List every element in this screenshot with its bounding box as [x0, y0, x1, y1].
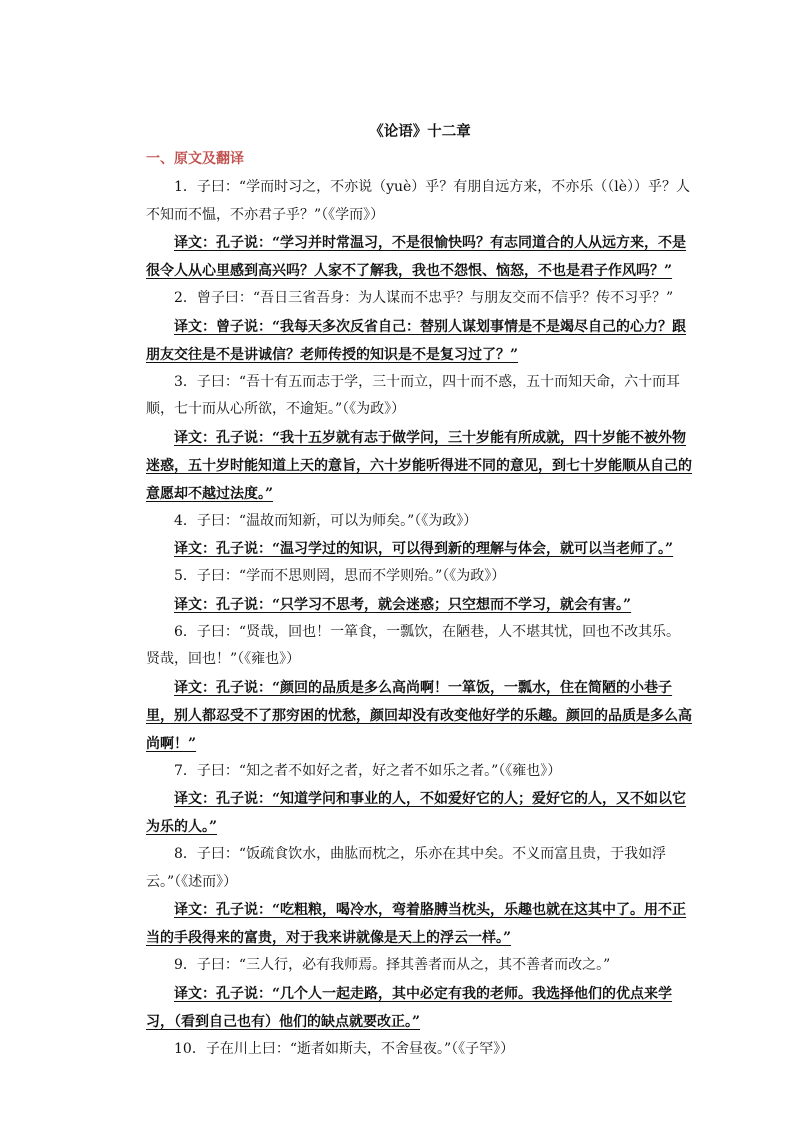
translation-text: 译文：孔子说：“温习学过的知识，可以得到新的理解与体会，就可以当老师了。”: [174, 541, 674, 557]
translation-text: 译文：孔子说：“几个人一起走路，其中必定有我的老师。我选择他们的优点来学习，（看到自己也有）他们的缺点就要改正。”: [146, 985, 673, 1030]
entry-10: [146, 1036, 694, 1064]
entry-7: [146, 758, 694, 842]
entry-9: [146, 952, 694, 1036]
translation-text: 译文：曾子说：“我每天多次反省自己：替别人谋划事情是不是竭尽自己的心力？跟朋友交往是不是讲诚信？老师传授的知识是不是复习过了？”: [146, 318, 687, 363]
document-title: 《论语》十二章: [369, 123, 471, 140]
original-text: 5．子曰：“学而不思则罔，思而不学则殆。”（《为政》）: [174, 568, 506, 584]
translation-text: 译文：孔子说：“知道学问和事业的人，不如爱好它的人；爱好它的人，又不如以它为乐的人。”: [146, 791, 687, 835]
original-text: 7．子曰：“知之者不如好之者，好之者不如乐之者。”（《雍也》）: [174, 762, 562, 779]
translation-text: 译文：孔子说：“只学习不思考，就会迷惑；只空想而不学习，就会有害。”: [174, 596, 632, 613]
original-text: 4．子曰：“温故而知新，可以为师矣。”（《为政》）: [174, 512, 478, 529]
entry-6: [146, 619, 694, 758]
entry-3: [146, 369, 694, 508]
entry-2: [146, 285, 694, 369]
original-text: 1．子曰：“学而时习之，不亦说（yuè）乎？有朋自远方来，不亦乐（（lè））乎？人不知而不愠，不亦君子乎？”（《学而》）: [146, 179, 691, 223]
original-text: 10．子在川上曰：“逝者如斯夫，不舍昼夜。”（《子罕》）: [174, 1040, 515, 1057]
translation-text: 译文：孔子说：“我十五岁就有志于做学问，三十岁能有所成就，四十岁能不被外物迷惑，五十岁时能知道上天的意旨，六十岁能听得进不同的意见，到七十岁能顺从自己的意愿却不越过法度。”: [146, 429, 692, 502]
entry-5: [146, 563, 694, 619]
entry-4: [146, 508, 694, 564]
translation-text: 译文：孔子说：“学习并时常温习，不是很愉快吗？有志同道合的人从远方来，不是很令人从心里感到高兴吗？人家不了解我，我也不怨恨、恼怒，不也是君子作风吗？”: [146, 235, 687, 279]
original-text: 8．子曰：“饭疏食饮水，曲肱而枕之，乐亦在其中矣。不义而富且贵，于我如浮云。”（《述而》）: [146, 846, 667, 890]
original-text: 9．子曰：“三人行，必有我师焉。择其善者而从之，其不善者而改之。”: [174, 957, 611, 973]
entry-8: [146, 841, 694, 952]
original-text: 2．曾子曰：“吾日三省吾身：为人谋而不忠乎？与朋友交而不信乎？传不习乎？”: [174, 290, 674, 306]
translation-text: 译文：孔子说：“吃粗粮，喝冷水，弯着胳膊当枕头，乐趣也就在这其中了。用不正当的手段得来的富贵，对于我来讲就像是天上的浮云一样。”: [146, 902, 687, 946]
translation-text: 译文：孔子说：“颜回的品质是多么高尚啊！一箪饭，一瓢水，住在简陋的小巷子里，别人都忍受不了那穷困的忧愁，颜回却没有改变他好学的乐趣。颜回的品质是多么高尚啊！”: [146, 679, 692, 752]
section-heading: 一、原文及翻译: [146, 151, 244, 167]
original-text: 6．子曰：“贤哉，回也！一箪食，一瓢饮，在陋巷，人不堪其忧，回也不改其乐。贤哉，回也！”（《雍也》）: [146, 623, 681, 667]
entry-1: [146, 174, 694, 285]
original-text: 3．子曰：“吾十有五而志于学，三十而立，四十而不惑，五十而知天命，六十而耳顺，七十而从心所欲，不逾矩。”（《为政》）: [146, 373, 681, 417]
